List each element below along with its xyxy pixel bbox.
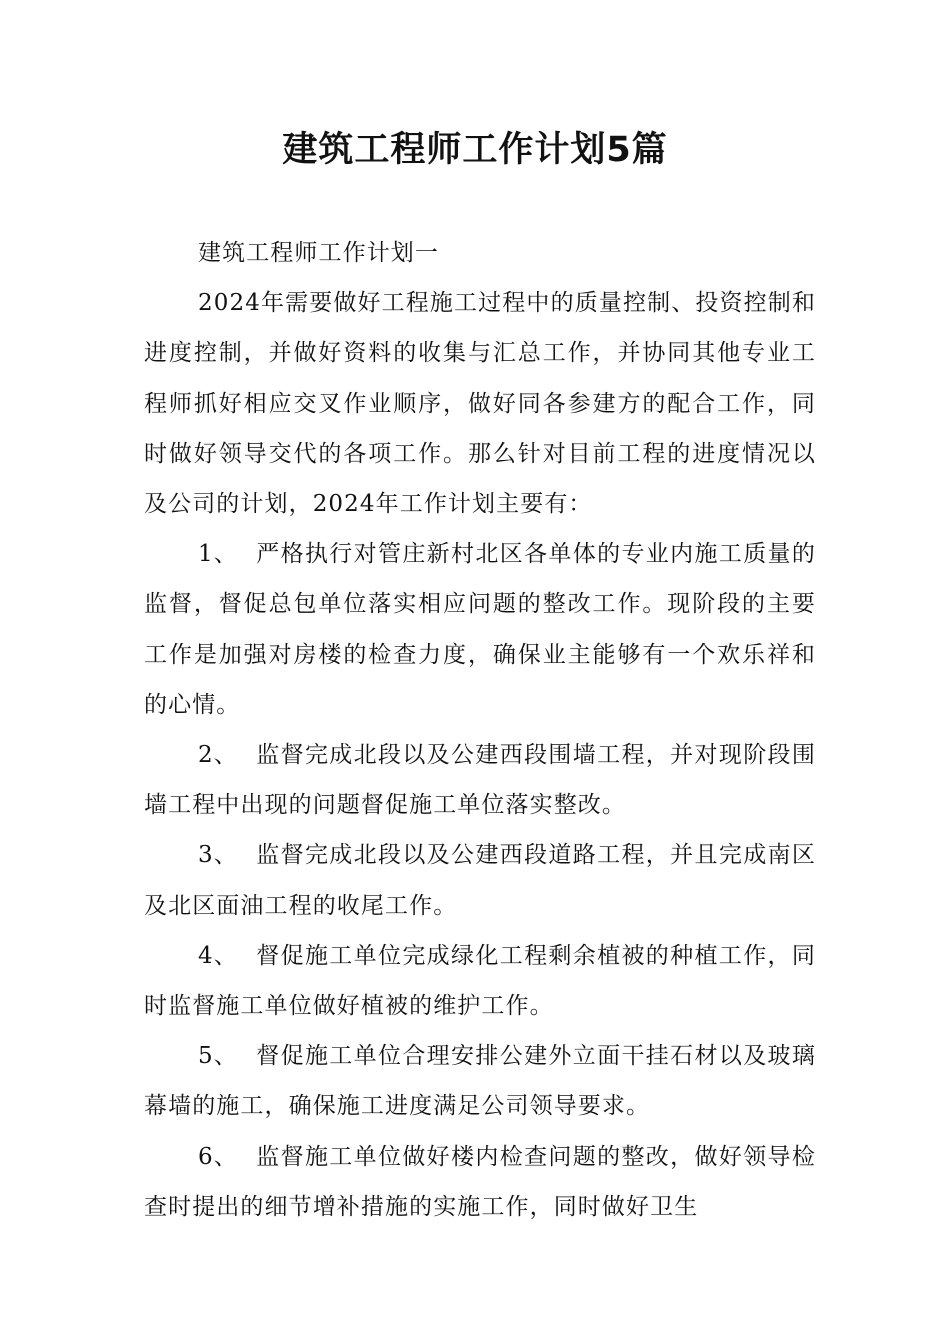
item-text: 督促施工单位合理安排公建外立面干挂石材以及玻璃幕墙的施工，确保施工进度满足公司领导要求。 [144,1043,816,1120]
item-text: 监督施工单位做好楼内检查问题的整改，做好领导检查时提出的细节增补措施的实施工作，同时做好卫生 [144,1143,816,1220]
item-text: 监督完成北段以及公建西段围墙工程，并对现阶段围墙工程中出现的问题督促施工单位落实整改。 [144,742,816,819]
item-text: 监督完成北段以及公建西段道路工程，并且完成南区及北区面油工程的收尾工作。 [144,842,816,919]
item-text: 严格执行对管庄新村北区各单体的专业内施工质量的监督，督促总包单位落实相应问题的整改工作。现阶段的主要工作是加强对房楼的检查力度，确保业主能够有一个欢乐祥和的心情。 [144,541,816,718]
list-item [144,1031,816,1131]
list-item [144,730,816,830]
item-number: 4、 [198,942,238,969]
list-item [144,529,816,730]
item-number: 2、 [198,742,238,769]
item-text: 督促施工单位完成绿化工程剩余植被的种植工作，同时监督施工单位做好植被的维护工作。 [144,942,816,1020]
intro-paragraph: 2024年需要做好工程施工过程中的质量控制、投资控制和进度控制，并做好资料的收集与汇总工作，并协同其他专业工程师抓好相应交叉作业顺序，做好同各参建方的配合工作，同时做好领导交代的各项工作。那么针对目前工程的进度情况以及公司的计划，2024年工作计划主要有： [144,290,816,518]
document-body [144,228,816,1232]
list-item [144,830,816,930]
list-item [144,1132,816,1232]
section-heading: 建筑工程师工作计划一 [198,240,439,266]
item-number: 6、 [198,1143,238,1170]
item-number: 3、 [198,842,238,869]
document-title: 建筑工程师工作计划5篇 [282,130,668,170]
item-number: 5、 [198,1043,238,1070]
item-number: 1、 [198,541,238,568]
list-item [144,931,816,1031]
